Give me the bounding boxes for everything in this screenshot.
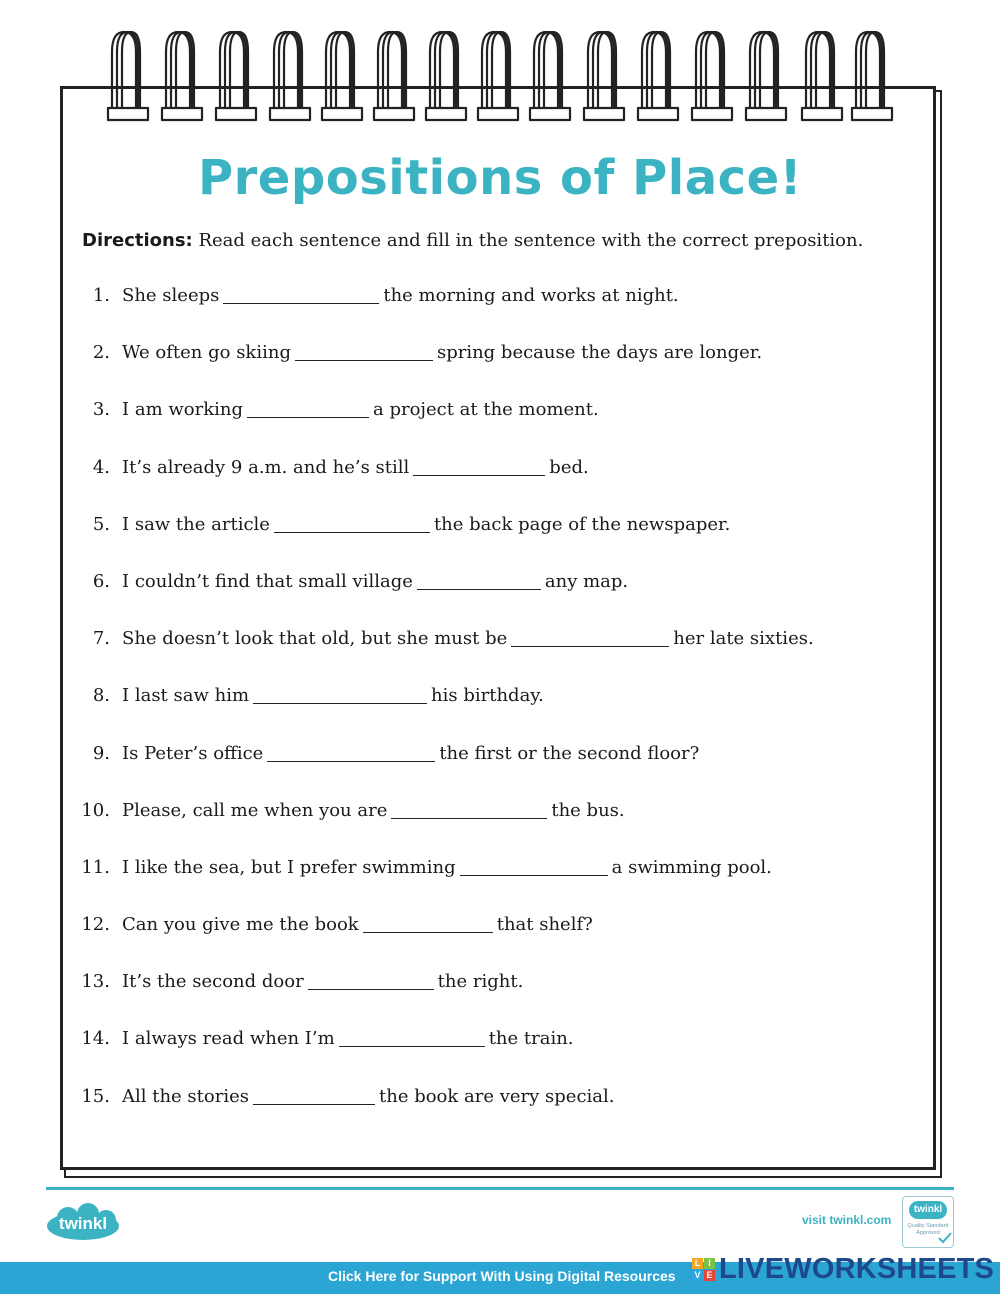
- question-item: [80, 399, 930, 456]
- question-item: [80, 685, 930, 742]
- question-item: [80, 514, 930, 571]
- question-text-after: a swimming pool.: [611, 856, 772, 878]
- question-text-after: the bus.: [551, 799, 625, 821]
- question-number: 4.: [92, 456, 110, 478]
- spiral-ring: [692, 32, 732, 120]
- question-item: [80, 571, 930, 628]
- question-text-after: the first or the second floor?: [439, 742, 700, 764]
- question-text-after: bed.: [549, 456, 589, 478]
- question-text-after: spring because the days are longer.: [436, 342, 763, 364]
- spiral-ring: [426, 32, 466, 120]
- answer-blank[interactable]: [391, 800, 547, 819]
- question-number: 2.: [92, 342, 110, 364]
- twinkl-logo-text: twinkl: [58, 1214, 108, 1233]
- badge-caption: Quality Standard Approved: [907, 1223, 949, 1236]
- question-text-before: Please, call me when you are: [122, 799, 388, 821]
- spiral-ring: [584, 32, 624, 120]
- answer-blank[interactable]: [511, 628, 669, 647]
- answer-blank[interactable]: [223, 285, 379, 304]
- question-item: [80, 971, 930, 1028]
- question-text-after: the back page of the newspaper.: [433, 513, 731, 535]
- question-text-after: the train.: [488, 1028, 574, 1050]
- answer-blank[interactable]: [253, 685, 427, 704]
- spiral-ring: [852, 32, 892, 120]
- question-text-before: Is Peter’s office: [122, 742, 264, 764]
- liveworksheets-text: LIVEWORKSHEETS: [719, 1252, 995, 1285]
- answer-blank[interactable]: [308, 971, 434, 990]
- question-item: [80, 628, 930, 685]
- visit-twinkl-link[interactable]: visit twinkl.com: [802, 1213, 892, 1227]
- question-item: [80, 800, 930, 857]
- directions: [82, 230, 932, 251]
- question-item: [80, 743, 930, 800]
- spiral-ring: [374, 32, 414, 120]
- spiral-ring: [216, 32, 256, 120]
- question-text-before: I like the sea, but I prefer swimming: [122, 856, 456, 878]
- answer-blank[interactable]: [295, 342, 433, 361]
- answer-blank[interactable]: [253, 1086, 375, 1105]
- quality-badge: [902, 1196, 954, 1248]
- question-text-after: the right.: [437, 971, 524, 993]
- question-item: [80, 857, 930, 914]
- page-title: Prepositions of Place!: [197, 150, 803, 206]
- question-text-before: It’s the second door: [122, 971, 304, 993]
- question-text-before: I saw the article: [122, 513, 270, 535]
- live-letter: V: [692, 1270, 703, 1281]
- question-text-after: her late sixties.: [673, 628, 814, 650]
- live-grid-icon: [692, 1258, 715, 1281]
- twinkl-logo[interactable]: [44, 1202, 122, 1242]
- question-number: 13.: [81, 971, 110, 993]
- question-item: [80, 342, 930, 399]
- spiral-ring: [638, 32, 678, 120]
- spiral-ring: [108, 32, 148, 120]
- answer-blank[interactable]: [247, 399, 369, 418]
- question-number: 1.: [92, 285, 110, 306]
- support-link[interactable]: Click Here for Support With Using Digital Resources: [328, 1268, 676, 1284]
- question-number: 14.: [81, 1028, 110, 1050]
- question-text-before: She doesn’t look that old, but she must be: [122, 628, 508, 650]
- question-text-before: All the stories: [122, 1085, 249, 1107]
- question-number: 9.: [92, 742, 110, 764]
- question-item: [80, 1028, 930, 1085]
- question-number: 3.: [92, 399, 110, 421]
- question-number: 11.: [81, 856, 110, 878]
- checkmark-icon: [937, 1231, 953, 1245]
- spiral-binding: [0, 0, 1000, 130]
- question-text-after: the book are very special.: [379, 1085, 615, 1107]
- live-letter: I: [704, 1258, 715, 1269]
- question-text-before: I last saw him: [122, 685, 250, 707]
- question-number: 5.: [92, 513, 110, 535]
- answer-blank[interactable]: [417, 571, 541, 590]
- liveworksheets-logo[interactable]: [692, 1254, 994, 1284]
- question-text-before: It’s already 9 a.m. and he’s still: [122, 456, 410, 478]
- question-text-after: that shelf?: [496, 914, 593, 936]
- question-text-before: I am working: [122, 399, 243, 421]
- question-item: [80, 457, 930, 514]
- live-letter: E: [704, 1270, 715, 1281]
- question-number: 12.: [81, 914, 110, 936]
- question-text-before: I always read when I’m: [122, 1028, 335, 1050]
- badge-brand: twinkl: [909, 1201, 947, 1219]
- question-number: 7.: [92, 628, 110, 650]
- answer-blank[interactable]: [413, 457, 545, 476]
- spiral-ring: [322, 32, 362, 120]
- spiral-ring: [162, 32, 202, 120]
- question-text-after: the morning and works at night.: [383, 285, 679, 306]
- question-text-before: Can you give me the book: [122, 914, 359, 936]
- question-text-before: We often go skiing: [122, 342, 291, 364]
- answer-blank[interactable]: [267, 743, 435, 762]
- directions-label: Directions:: [82, 230, 193, 251]
- question-item: [80, 1086, 930, 1143]
- question-text-after: a project at the moment.: [372, 399, 599, 421]
- answer-blank[interactable]: [460, 857, 608, 876]
- question-number: 6.: [92, 570, 110, 592]
- question-number: 15.: [81, 1085, 110, 1107]
- footer-divider: [46, 1187, 954, 1190]
- spiral-ring: [746, 32, 786, 120]
- spiral-ring: [270, 32, 310, 120]
- question-number: 8.: [92, 685, 110, 707]
- question-text-before: I couldn’t find that small village: [122, 570, 413, 592]
- question-item: [80, 285, 930, 342]
- answer-blank[interactable]: [274, 514, 430, 533]
- answer-blank[interactable]: [339, 1028, 485, 1047]
- spiral-ring: [478, 32, 518, 120]
- question-number: 10.: [81, 799, 110, 821]
- directions-text: Read each sentence and fill in the sentence with the correct preposition.: [192, 230, 864, 251]
- answer-blank[interactable]: [363, 914, 493, 933]
- spiral-ring: [802, 32, 842, 120]
- question-text-after: any map.: [544, 570, 629, 592]
- spiral-ring: [530, 32, 570, 120]
- question-item: [80, 914, 930, 971]
- live-letter: L: [692, 1258, 703, 1269]
- question-text-before: She sleeps: [122, 285, 220, 306]
- question-list: [80, 285, 930, 1143]
- question-text-after: his birthday.: [431, 685, 544, 707]
